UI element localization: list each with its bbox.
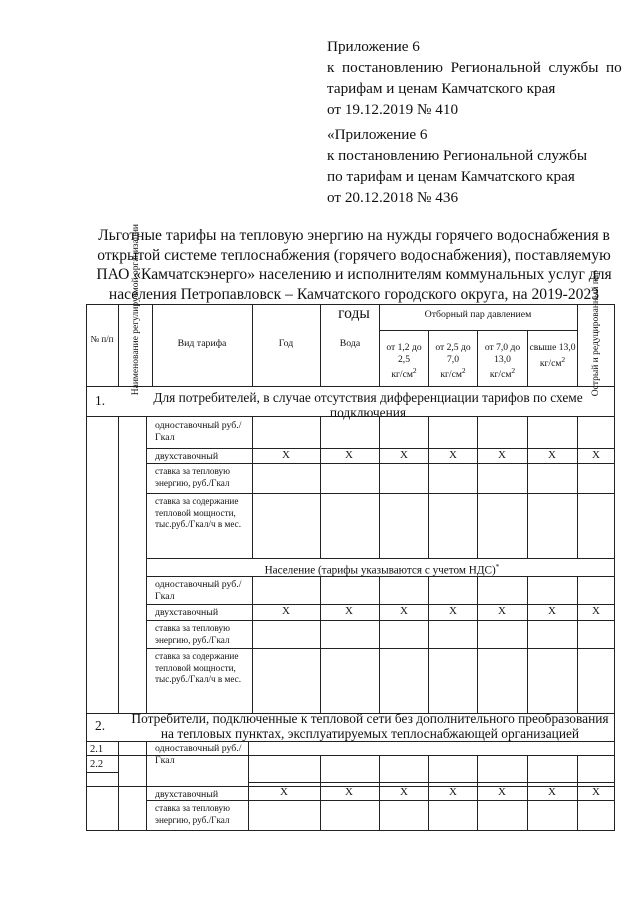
two-rate-label: двухставочный [155, 451, 219, 462]
x-mark: X [548, 786, 556, 798]
column-header-water: Вода [339, 338, 361, 349]
column-header-tariff-type: Вид тарифа [177, 338, 227, 349]
energy-rate-label: ставка за тепловую энергию, руб./Гкал [155, 803, 230, 825]
column-header-number: № п/п [90, 334, 114, 344]
x-mark: X [282, 449, 290, 461]
row-number: 2.1 [90, 744, 104, 755]
x-mark: X [345, 449, 353, 461]
header-line: тарифам и ценам Камчатского края [327, 80, 556, 97]
header-line: от 20.12.2018 № 436 [327, 189, 459, 206]
header-line: «Приложение 6 [327, 126, 428, 143]
energy-rate-label: ставка за тепловую энергию, руб./Гкал [155, 466, 230, 488]
energy-rate-label: ставка за тепловую энергию, руб./Гкал [155, 623, 230, 645]
x-mark: X [548, 449, 556, 461]
header-line: к постановлению Региональной службы по [327, 59, 622, 76]
section-title: Для потребителей, в случае отсутствия дифференциации тарифов по схеме подключения [153, 390, 583, 420]
x-mark: X [280, 786, 288, 798]
column-header-steam-1: от 1,2 до 2,5 $кг/см^2$ [386, 342, 422, 381]
x-mark: X [592, 605, 600, 617]
population-heading: Население (тарифы указываются с учетом НДС)* [264, 562, 500, 577]
x-mark: X [400, 449, 408, 461]
capacity-rate-label: ставка за содержание тепловой мощности, тыс.руб./Гкал/ч в мес. [155, 496, 242, 529]
x-mark: X [498, 786, 506, 798]
appendix-header [327, 36, 622, 120]
x-mark: X [282, 605, 290, 617]
header-line: по тарифам и ценам Камчатского края [327, 168, 575, 185]
row-number: 2.2 [90, 759, 104, 770]
x-mark: X [449, 605, 457, 617]
column-header-sharp-steam: Острый и редуцированный пар [590, 270, 601, 397]
one-rate-label: одноставочный руб./Гкал [155, 420, 242, 443]
capacity-rate-label: ставка за содержание тепловой мощности, тыс.руб./Гкал/ч в мес. [155, 651, 242, 684]
one-rate-label: одноставочный руб./Гкал [155, 743, 242, 766]
x-mark: X [345, 605, 353, 617]
x-mark: X [498, 449, 506, 461]
column-header-year: Год [278, 338, 294, 349]
x-mark: X [548, 605, 556, 617]
one-rate-label: одноставочный руб./Гкал [155, 579, 242, 602]
two-rate-label: двухставочный [155, 789, 219, 800]
column-header-steam-2: от 2,5 до 7,0 $кг/см^2$ [435, 342, 471, 381]
header-line: Приложение 6 [327, 38, 420, 55]
header-line: к постановлению Региональной службы [327, 147, 588, 164]
column-header-steam: Отборный пар давлением [424, 309, 532, 320]
previous-appendix-header [327, 124, 587, 208]
section-number: 1. [95, 393, 106, 408]
two-rate-label: двухставочный [155, 607, 219, 618]
header-line: от 19.12.2019 № 410 [327, 101, 459, 118]
section-title: Потребители, подключенные к тепловой сети без дополнительного преобразования на тепловых пунктах, эксплуатируемых теплоснабжающей организацией [131, 711, 609, 741]
x-mark: X [498, 605, 506, 617]
x-mark: X [449, 449, 457, 461]
section-number: 2. [95, 718, 106, 733]
x-mark: X [449, 786, 457, 798]
column-header-organization: Наименование регулируемой организации [130, 223, 141, 396]
column-header-steam-3: от 7,0 до 13,0 $кг/см^2$ [484, 342, 521, 381]
x-mark: X [400, 786, 408, 798]
document-title: Льготные тарифы на тепловую энергию на нужды горячего водоснабжения в открытой системе теплоснабжения (горячего водоснабжения), поставляемую ПАО «Камчатскэнерго» населению и исполнителям коммунальных услуг для населения Петропавловск – Камчатского городского округа, на 2019-2023 годы [96, 227, 612, 322]
column-header-steam-4: свыше 13,0 $кг/см^2$ [529, 342, 576, 369]
x-mark: X [345, 786, 353, 798]
x-mark: X [400, 605, 408, 617]
x-mark: X [592, 786, 600, 798]
x-mark: X [592, 449, 600, 461]
